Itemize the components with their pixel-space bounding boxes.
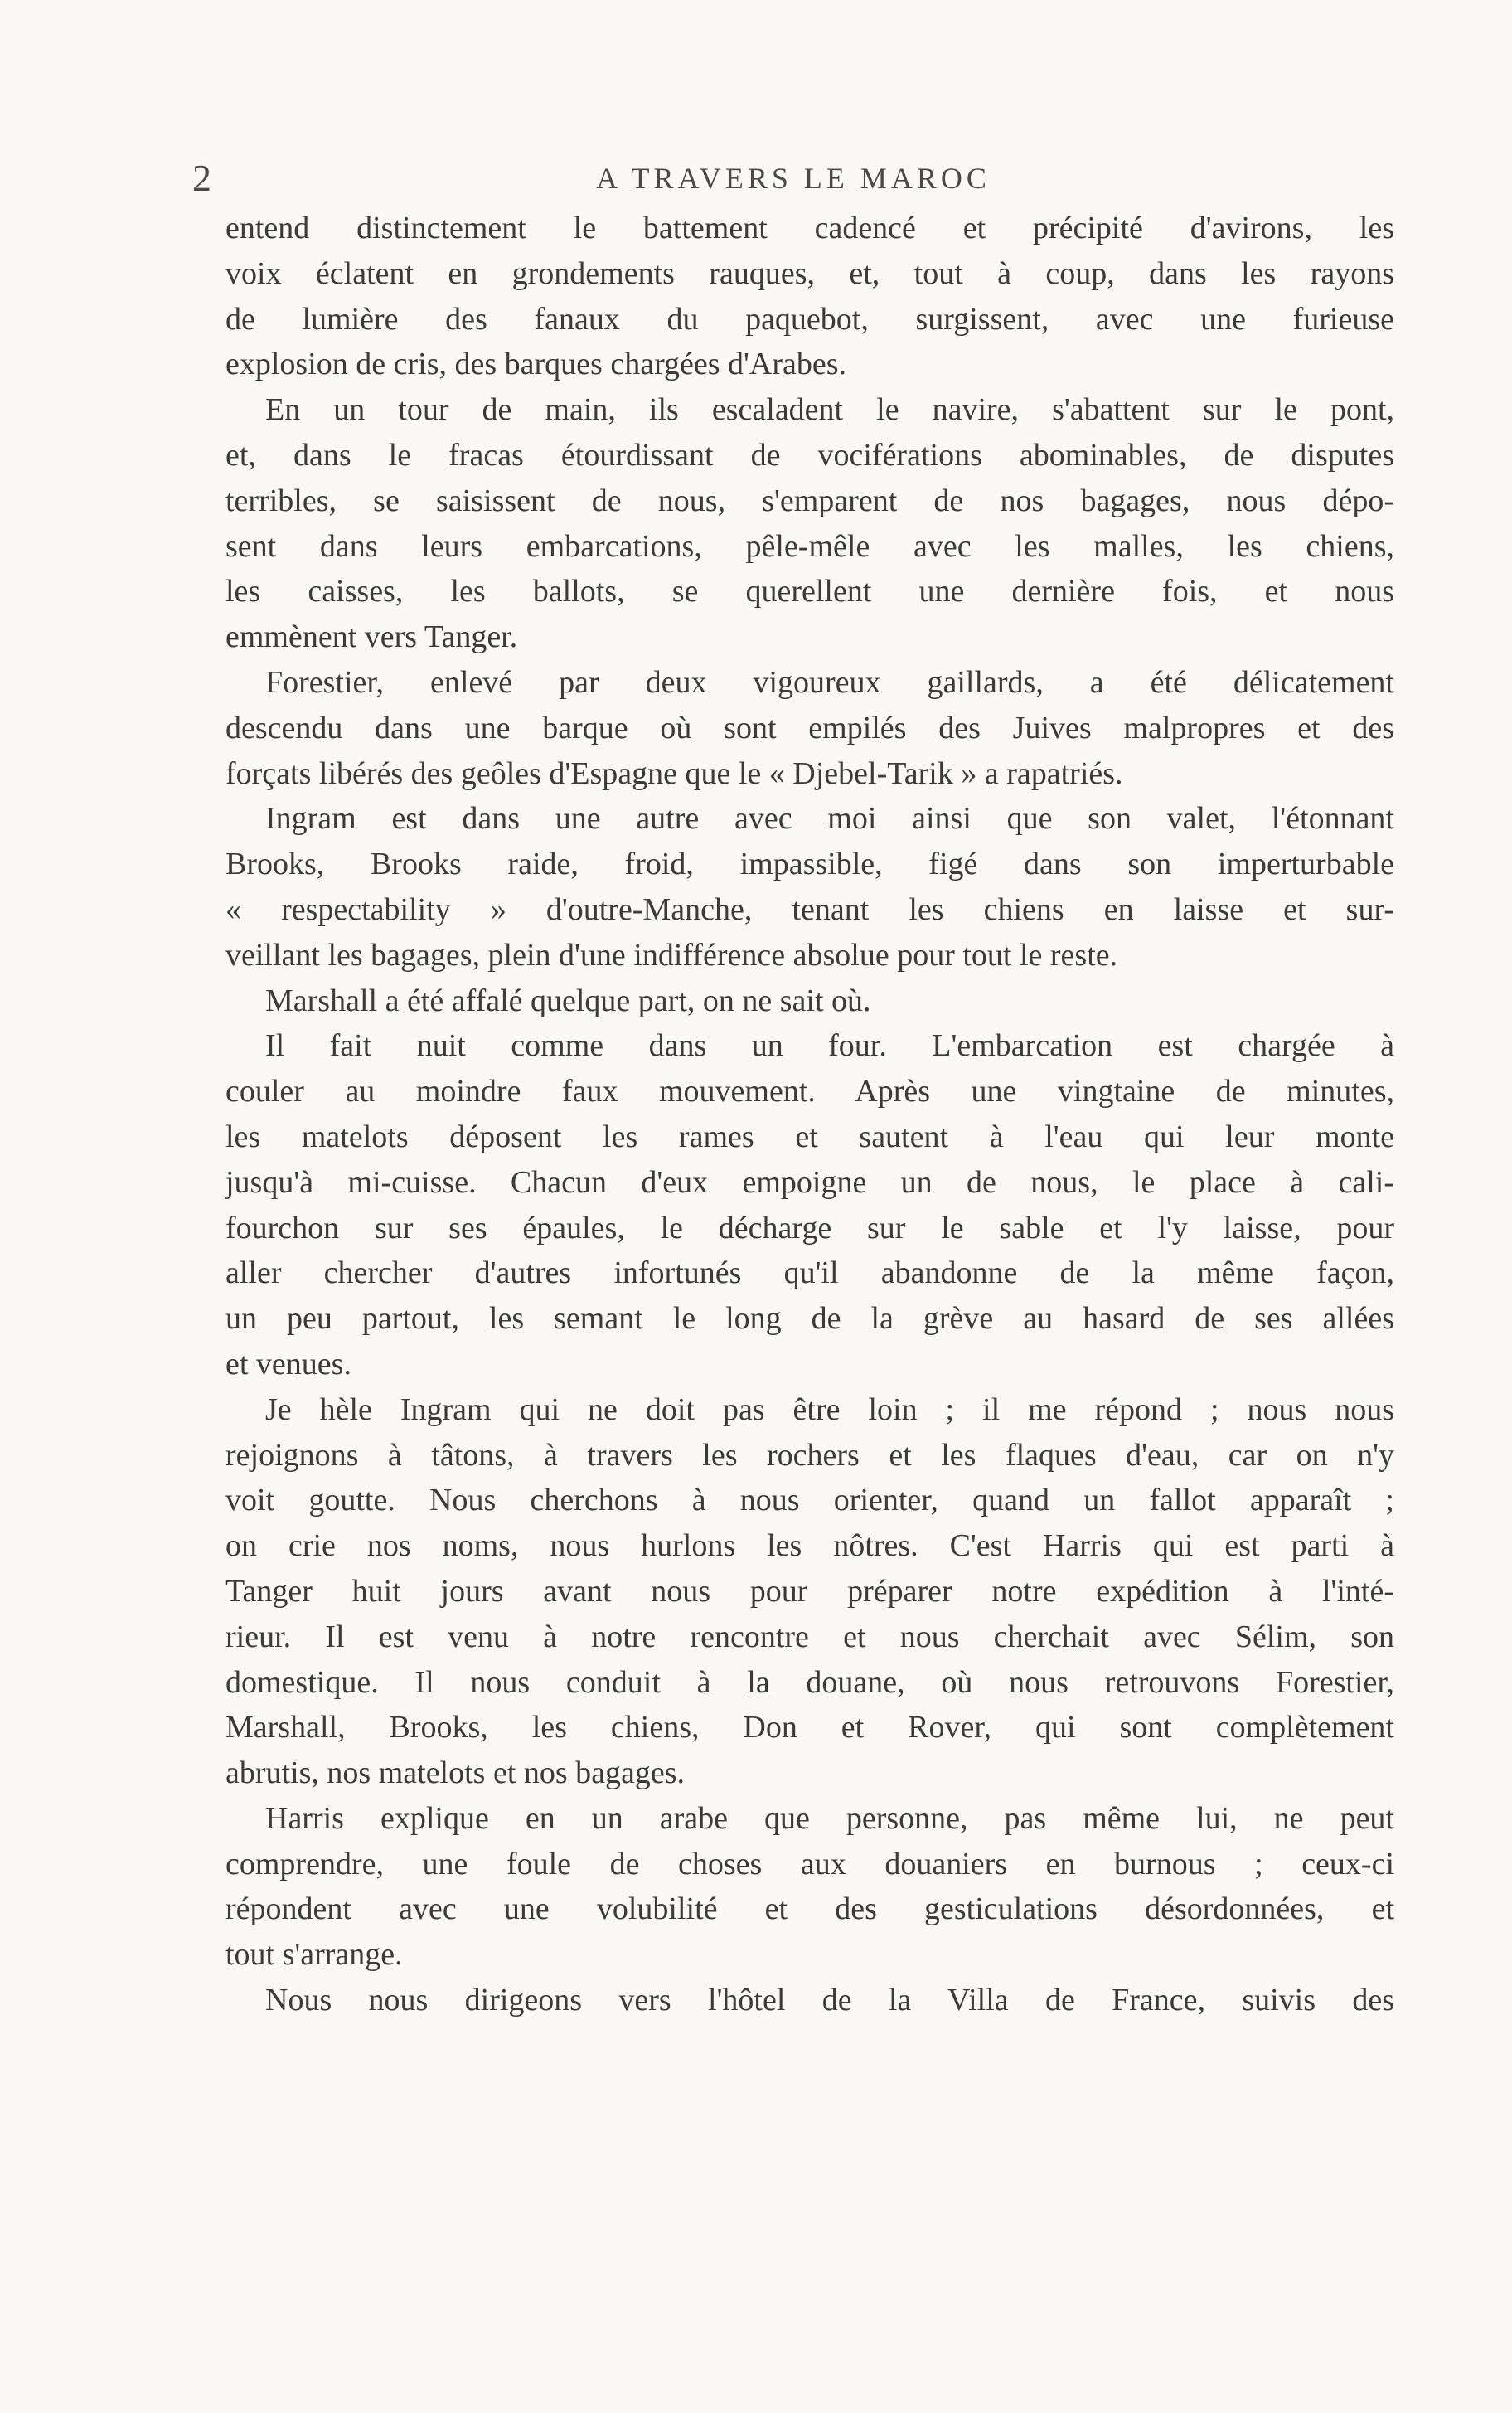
paragraph (225, 660, 1394, 796)
text-line: un peu partout, les semant le long de la grève au hasard de ses allées (225, 1301, 1394, 1337)
text-line: terribles, se saisissent de nous, s'emparent de nos bagages, nous dépo- (225, 483, 1394, 518)
text-line: voit goutte. Nous cherchons à nous orienter, quand un fallot apparaît ; (225, 1483, 1394, 1518)
text-line: de lumière des fanaux du paquebot, surgissent, avec une furieuse (225, 301, 1394, 337)
text-line: forçats libérés des geôles d'Espagne que le « Djebel-Tarik » a rapatriés. (225, 755, 1123, 791)
text-line: on crie nos noms, nous hurlons les nôtres. C'est Harris qui est parti à (225, 1528, 1394, 1564)
text-line: Brooks, Brooks raide, froid, impassible, figé dans son imperturbable (225, 847, 1394, 882)
text-line: sent dans leurs embarcations, pêle-mêle avec les malles, les chiens, (225, 528, 1394, 564)
running-title: A TRAVERS LE MAROC (596, 162, 991, 195)
paragraph (225, 796, 1394, 978)
text-line: domestique. Il nous conduit à la douane, où nous retrouvons Forestier, (225, 1664, 1394, 1700)
text-line: et venues. (225, 1346, 351, 1381)
text-line: tout s'arrange. (225, 1937, 403, 1973)
text-line: En un tour de main, ils escaladent le navire, s'abattent sur le pont, (265, 392, 1394, 428)
paragraph (225, 1023, 1394, 1386)
text-line: descendu dans une barque où sont empilés des Juives malpropres et des (225, 710, 1394, 745)
paragraph (225, 206, 1394, 387)
text-line: Marshall, Brooks, les chiens, Don et Rover, qui sont complètement (225, 1710, 1394, 1745)
body-text (225, 206, 1394, 2023)
text-line: les caisses, les ballots, se querellent une dernière fois, et nous (225, 574, 1394, 609)
text-line: fourchon sur ses épaules, le décharge sur le sable et l'y laisse, pour (225, 1210, 1394, 1245)
text-line: aller chercher d'autres infortunés qu'il abandonne de la même façon, (225, 1255, 1394, 1291)
text-line: abrutis, nos matelots et nos bagages. (225, 1755, 686, 1791)
text-line: jusqu'à mi-cuisse. Chacun d'eux empoigne un de nous, le place à cali- (225, 1164, 1394, 1200)
text-line: rejoignons à tâtons, à travers les rochers et les flaques d'eau, car on n'y (225, 1437, 1394, 1473)
text-line: Nous nous dirigeons vers l'hôtel de la Villa de France, suivis des (265, 1983, 1394, 2018)
paragraph (225, 978, 1394, 1024)
paragraph (225, 1387, 1394, 1796)
paragraph (225, 1796, 1394, 1978)
text-line: veillant les bagages, plein d'une indifférence absolue pour tout le reste. (225, 937, 1118, 973)
paragraph (225, 387, 1394, 660)
text-line: entend distinctement le battement cadencé et précipité d'avirons, les (225, 211, 1394, 245)
text-line: Il fait nuit comme dans un four. L'embarcation est chargée à (265, 1028, 1394, 1064)
page-header (192, 153, 1394, 203)
text-line: comprendre, une foule de choses aux douaniers en burnous ; ceux-ci (225, 1846, 1394, 1881)
text-line: Ingram est dans une autre avec moi ainsi que son valet, l'étonnant (265, 801, 1394, 837)
paragraph (225, 1978, 1394, 2023)
text-line: Je hèle Ingram qui ne doit pas être loin ; il me répond ; nous nous (265, 1391, 1394, 1427)
text-line: répondent avec une volubilité et des gesticulations désordonnées, et (225, 1891, 1394, 1927)
text-line: couler au moindre faux mouvement. Après une vingtaine de minutes, (225, 1074, 1394, 1109)
text-line: Forestier, enlevé par deux vigoureux gaillards, a été délicatement (265, 664, 1394, 700)
text-line: les matelots déposent les rames et sautent à l'eau qui leur monte (225, 1119, 1394, 1154)
text-line: et, dans le fracas étourdissant de vociférations abominables, de disputes (225, 437, 1394, 473)
text-line: rieur. Il est venu à notre rencontre et nous cherchait avec Sélim, son (225, 1619, 1394, 1654)
text-line: explosion de cris, des barques chargées d'Arabes. (225, 347, 847, 382)
text-line: Marshall a été affalé quelque part, on ne sait où. (265, 983, 871, 1018)
text-line: voix éclatent en grondements rauques, et, tout à coup, dans les rayons (225, 255, 1394, 291)
page-number: 2 (192, 157, 211, 199)
text-line: emmènent vers Tanger. (225, 619, 518, 655)
text-line: Tanger huit jours avant nous pour préparer notre expédition à l'inté- (225, 1573, 1394, 1609)
text-line: Harris explique en un arabe que personne, pas même lui, ne peut (265, 1800, 1394, 1836)
text-line: « respectability » d'outre-Manche, tenant les chiens en laisse et sur- (225, 891, 1394, 927)
